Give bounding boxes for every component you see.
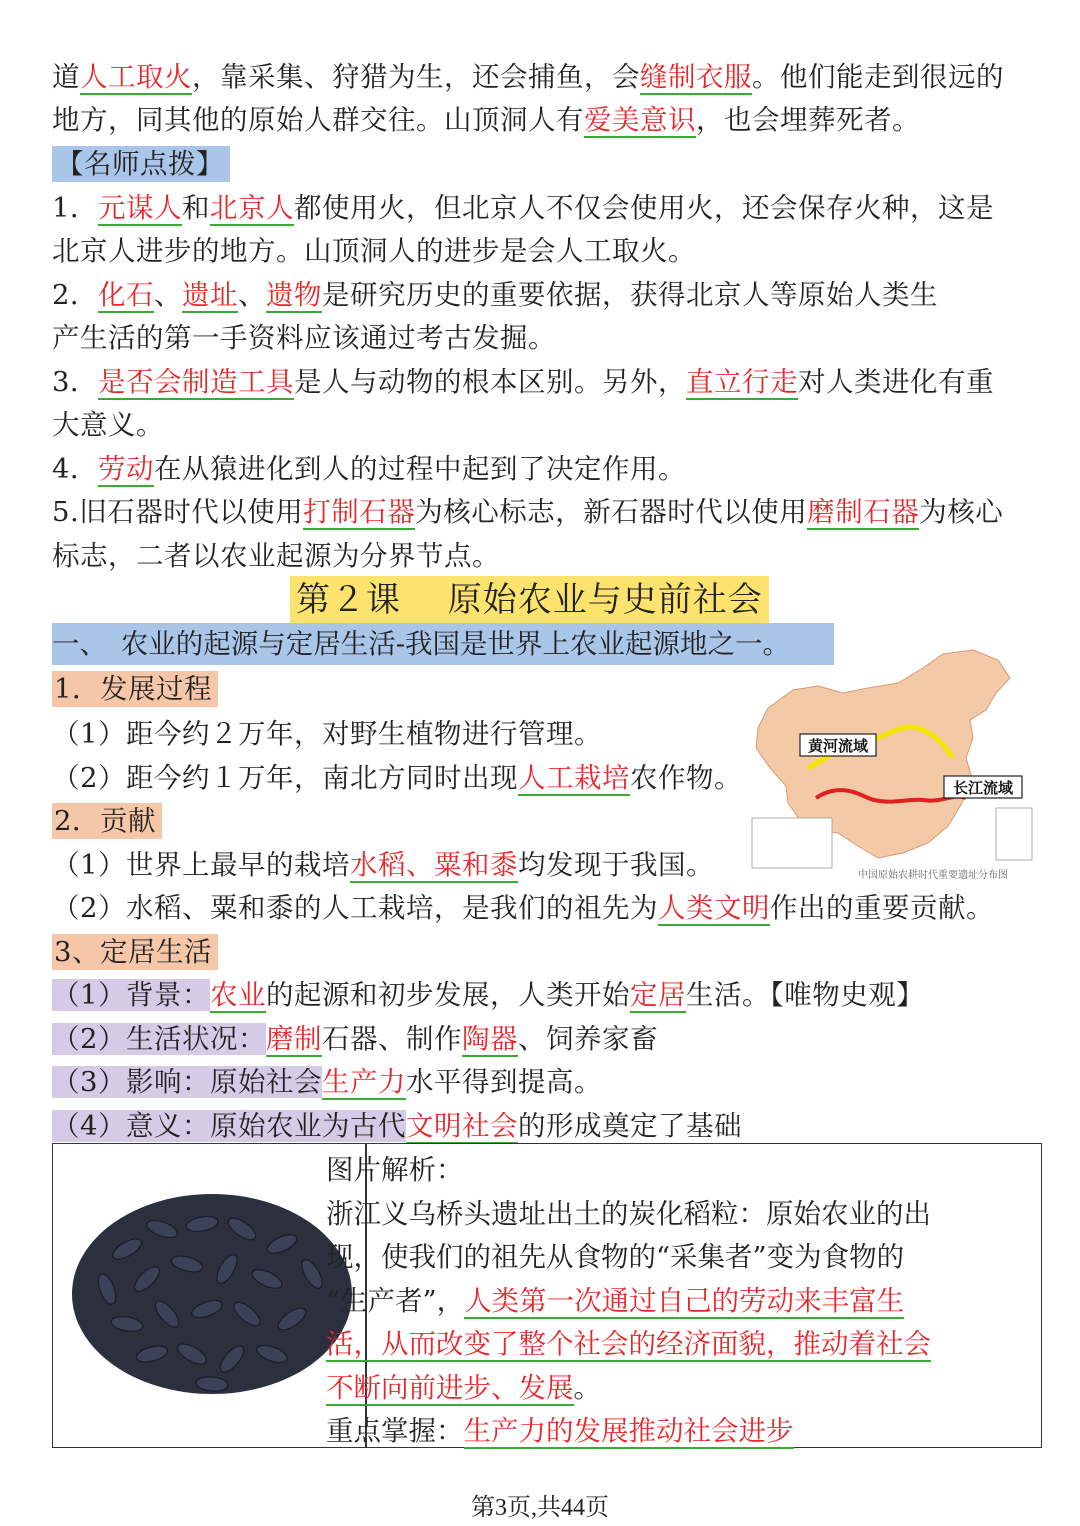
page-number: 第3页,共44页: [471, 1495, 609, 1521]
text-line: 产生活的第一手资料应该通过考古发掘。: [52, 322, 556, 354]
tip-heading: 【名师点拨】: [52, 143, 230, 185]
text-line: （2）距今约１万年，南北方同时出现人工栽培农作物。: [52, 762, 742, 794]
text-line: （1）背景：农业的起源和初步发展，人类开始定居生活。【唯物史观】: [52, 979, 925, 1011]
table-text-line: 活，从而改变了整个社会的经济面貌，推动着社会: [326, 1328, 931, 1360]
map-label-yellow-river: 黄河流域: [807, 737, 869, 755]
china-map-figure: [748, 648, 1038, 883]
lesson-title: 第２课 原始农业与史前社会: [290, 577, 769, 623]
sub-heading: 3、定居生活: [52, 931, 218, 973]
table-text-line: 图片解析：: [326, 1154, 464, 1186]
text-line: （2）水稻、粟和黍的人工栽培，是我们的祖先为人类文明作出的重要贡献。: [52, 892, 994, 924]
text-line: 标志，二者以农业起源为分界节点。: [52, 540, 500, 572]
text-line: （3）影响：原始社会生产力水平得到提高。: [52, 1066, 602, 1098]
sub-heading: 2．贡献: [52, 800, 162, 842]
map-label-yangtze: 长江流域: [952, 779, 1014, 797]
table-text-line: 重点掌握：生产力的发展推动社会进步: [326, 1415, 794, 1447]
text-line: 2．化石、遗址、遗物是研究历史的重要依据，获得北京人等原始人类生: [52, 279, 938, 311]
text-line: 5.旧石器时代以使用打制石器为核心标志，新石器时代以使用磨制石器为核心: [52, 496, 1004, 528]
sub-heading: 1．发展过程: [52, 668, 218, 710]
table-text-line: “生产者”，人类第一次通过自己的劳动来丰富生: [326, 1285, 905, 1317]
table-text-line: 浙江义乌桥头遗址出土的炭化稻粒：原始农业的出: [326, 1198, 931, 1230]
text-line: 1．元谋人和北京人都使用火，但北京人不仅会使用火，还会保存火种，这是: [52, 192, 994, 224]
section-heading: 一、 农业的起源与定居生活-我国是世界上农业起源地之一。: [52, 623, 834, 665]
map-legend-box: [752, 818, 832, 868]
text-line: 地方，同其他的原始人群交往。山顶洞人有爱美意识，也会埋葬死者。: [52, 104, 920, 136]
text-line: （1）距今约２万年，对野生植物进行管理。: [52, 718, 602, 750]
text-line: 道人工取火，靠采集、狩猎为生，还会捕鱼，会缝制衣服。他们能走到很远的: [52, 61, 1004, 93]
text-line: （4）意义：原始农业为古代文明社会的形成奠定了基础: [52, 1110, 742, 1142]
map-caption: 中国原始农耕时代重要遗址分布图: [858, 870, 1008, 881]
text-line: 北京人进步的地方。山顶洞人的进步是会人工取火。: [52, 235, 696, 267]
carbonized-rice-photo: [67, 1169, 357, 1414]
text-line: （1）世界上最早的栽培水稻、粟和黍均发现于我国。: [52, 849, 714, 881]
text-line: 3．是否会制造工具是人与动物的根本区别。另外，直立行走对人类进化有重: [52, 366, 994, 398]
table-text-line: 现，使我们的祖先从食物的“采集者”变为食物的: [326, 1241, 905, 1273]
map-inset: [996, 808, 1032, 860]
text-line: 大意义。: [52, 409, 164, 441]
table-text-line: 不断向前进步、发展。: [326, 1372, 601, 1404]
text-line: 4．劳动在从猿进化到人的过程中起到了决定作用。: [52, 453, 686, 485]
text-line: （2）生活状况：磨制石器、制作陶器、饲养家畜: [52, 1023, 658, 1055]
